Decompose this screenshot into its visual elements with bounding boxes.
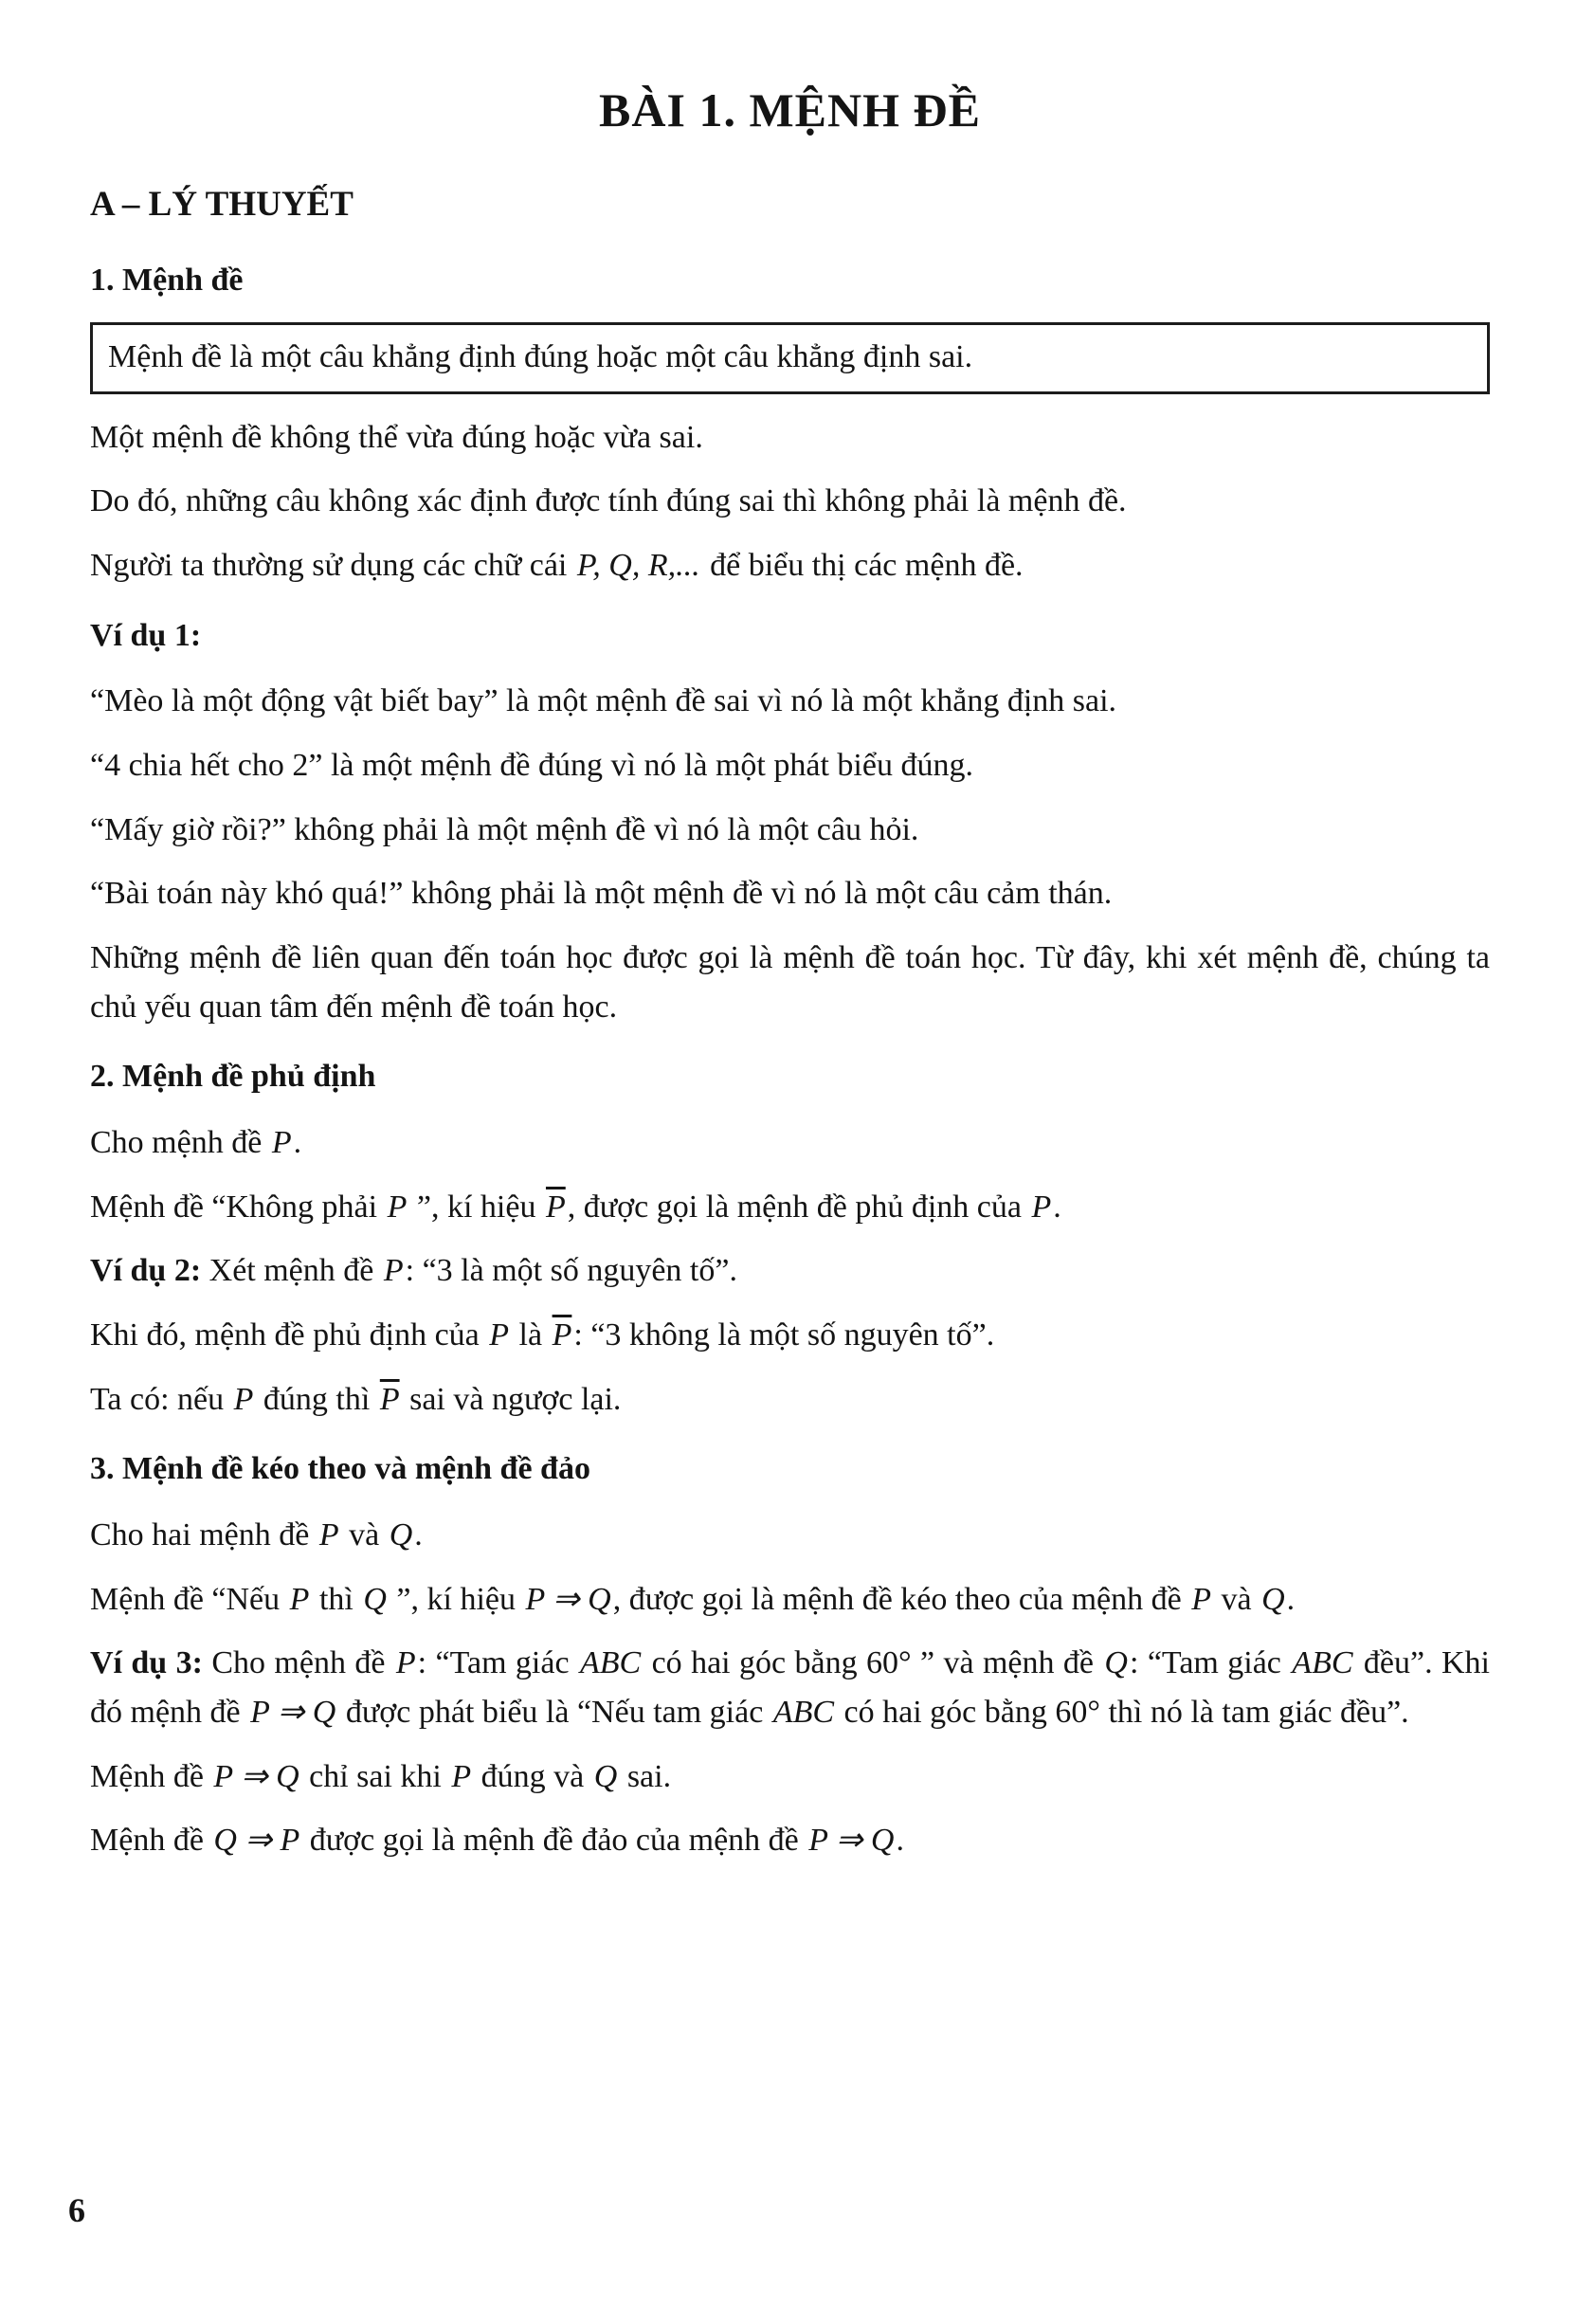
text-run: có hai góc bằng 60° thì nó là tam giác đều”.	[836, 1695, 1409, 1731]
text-run: thì	[311, 1581, 362, 1617]
paragraph	[90, 677, 1490, 726]
text-run: Do đó, những câu không xác định được tính đúng sai thì không phải là mệnh đề.	[90, 483, 1127, 519]
paragraph	[90, 806, 1490, 855]
text-run: Q	[1261, 1581, 1285, 1617]
text-run: “Mấy giờ rồi?” không phải là một mệnh đề vì nó là một câu hỏi.	[90, 811, 919, 847]
text-run: Mệnh đề	[90, 1758, 212, 1794]
text-run: có hai góc bằng 60° ” và mệnh đề	[643, 1645, 1103, 1681]
paragraph	[90, 1311, 1490, 1360]
text-run: Khi đó, mệnh đề phủ định của	[90, 1316, 488, 1353]
text-run: P ⇒ Q	[213, 1758, 299, 1794]
text-run: để biểu thị các mệnh đề.	[701, 547, 1024, 583]
text-run: được phát biểu là “Nếu tam giác	[337, 1695, 771, 1731]
paragraph	[90, 934, 1490, 1031]
text-run: Cho mệnh đề	[202, 1645, 394, 1681]
text-run: được gọi là mệnh đề đảo của mệnh đề	[301, 1823, 807, 1859]
text-run: ABC	[772, 1695, 835, 1731]
text-run: Mệnh đề là một câu khẳng định đúng hoặc một câu khẳng định sai.	[108, 338, 973, 374]
text-run: Q	[363, 1581, 387, 1617]
text-run: Ví dụ 2:	[90, 1253, 202, 1289]
text-run: Q ⇒ P	[213, 1823, 300, 1859]
paragraph	[90, 413, 1490, 463]
text-run: Mệnh đề “Nếu	[90, 1581, 288, 1617]
text-run: Người ta thường sử dụng các chữ cái	[90, 547, 575, 583]
section-a-heading: A – LÝ THUYẾT	[90, 185, 353, 224]
text-run: Q	[389, 1517, 413, 1552]
paragraph	[90, 1511, 1490, 1560]
paragraph	[90, 1639, 1490, 1736]
text-run: .	[414, 1517, 423, 1552]
text-run: P	[387, 1189, 408, 1225]
page-content	[90, 256, 1490, 1865]
section-heading	[90, 256, 1490, 305]
text-run: P	[271, 1124, 292, 1160]
text-run: .	[896, 1823, 904, 1859]
text-run: $\overline{P}$	[545, 1189, 566, 1225]
section-heading	[90, 611, 1490, 661]
text-run: Những mệnh đề liên quan đến toán học được gọi là mệnh đề toán học. Từ đây, khi xét mệnh đề, chúng ta chủ yếu quan tâm đến mệnh đề toán học.	[90, 939, 1490, 1025]
text-run: $\overline{P}$	[552, 1316, 572, 1353]
text-run: sai.	[619, 1758, 672, 1794]
text-run: $\overline{P}$	[379, 1381, 400, 1417]
text-run: .	[293, 1124, 302, 1160]
text-run: P ⇒ Q	[808, 1823, 895, 1859]
text-run: P ⇒ Q	[250, 1695, 336, 1731]
text-run: Q	[593, 1758, 618, 1794]
text-run: P	[233, 1381, 254, 1417]
text-run: Mệnh đề “Không phải	[90, 1189, 386, 1225]
text-run: Q	[1104, 1645, 1128, 1681]
text-run: và	[340, 1517, 388, 1552]
paragraph	[90, 1183, 1490, 1232]
text-run: đúng và	[473, 1758, 592, 1794]
text-run: P	[451, 1758, 472, 1794]
text-run: Ví dụ 3:	[90, 1645, 203, 1681]
text-run: 1. Mệnh đề	[90, 263, 244, 299]
paragraph	[90, 1118, 1490, 1168]
text-run: , được gọi là mệnh đề phủ định của	[567, 1189, 1030, 1225]
section-heading	[90, 1052, 1490, 1101]
boxed-definition	[90, 322, 1490, 394]
text-run: ABC	[579, 1645, 642, 1681]
text-run: .	[1286, 1581, 1296, 1617]
lesson-title: BÀI 1. MỆNH ĐỀ	[599, 83, 981, 136]
text-run: ABC	[1292, 1645, 1353, 1681]
paragraph	[90, 1246, 1490, 1296]
text-run: 3. Mệnh đề kéo theo và mệnh đề đảo	[90, 1451, 590, 1487]
paragraph	[90, 1375, 1490, 1425]
text-run: chỉ sai khi	[300, 1758, 450, 1794]
text-run: “Mèo là một động vật biết bay” là một mệnh đề sai vì nó là một khẳng định sai.	[90, 683, 1117, 719]
text-run: ”, kí hiệu	[408, 1189, 544, 1225]
text-run: Cho hai mệnh đề	[90, 1517, 317, 1552]
text-run: P, Q, R,...	[576, 547, 700, 583]
text-run: .	[1053, 1189, 1061, 1225]
text-run: ”, kí hiệu	[388, 1581, 524, 1617]
text-run: Ta có: nếu	[90, 1381, 232, 1417]
text-run: P	[289, 1581, 310, 1617]
text-run: , được gọi là mệnh đề kéo theo của mệnh đề	[612, 1581, 1190, 1617]
text-run: đều”. Khi đó mệnh đề	[90, 1645, 1491, 1731]
text-run: Xét mệnh đề	[201, 1253, 382, 1289]
text-run: đúng thì	[255, 1381, 378, 1417]
text-run: Cho mệnh đề	[90, 1124, 270, 1160]
paragraph	[90, 541, 1490, 590]
paragraph	[90, 869, 1490, 918]
section-heading	[90, 1444, 1490, 1494]
text-run: P	[1031, 1189, 1052, 1225]
text-run: “Bài toán này khó quá!” không phải là một mệnh đề vì nó là một câu cảm thán.	[90, 876, 1113, 912]
text-run: P	[1191, 1581, 1212, 1617]
text-run: : “Tam giác	[417, 1645, 578, 1681]
text-run: Mệnh đề	[90, 1823, 212, 1859]
text-run: : “Tam giác	[1129, 1645, 1291, 1681]
paragraph	[90, 1816, 1490, 1865]
text-run: “4 chia hết cho 2” là một mệnh đề đúng vì nó là một phát biểu đúng.	[90, 747, 973, 783]
paragraph	[90, 1752, 1490, 1802]
paragraph	[90, 741, 1490, 790]
text-run: là	[511, 1316, 551, 1353]
text-run: P ⇒ Q	[525, 1581, 611, 1617]
paragraph	[90, 1575, 1490, 1625]
text-run: Ví dụ 1:	[90, 617, 202, 653]
text-run: và	[1213, 1581, 1260, 1617]
page-number: 6	[68, 2191, 85, 2230]
text-run: Một mệnh đề không thể vừa đúng hoặc vừa sai.	[90, 419, 703, 455]
text-run: P	[383, 1253, 404, 1289]
text-run: : “3 là một số nguyên tố”.	[405, 1253, 737, 1289]
text-run: P	[395, 1645, 416, 1681]
text-run: sai và ngược lại.	[401, 1381, 622, 1417]
text-run: : “3 không là một số nguyên tố”.	[573, 1316, 995, 1353]
text-run: P	[489, 1316, 510, 1353]
text-run: P	[318, 1517, 339, 1552]
text-run: 2. Mệnh đề phủ định	[90, 1059, 376, 1095]
paragraph	[90, 477, 1490, 526]
